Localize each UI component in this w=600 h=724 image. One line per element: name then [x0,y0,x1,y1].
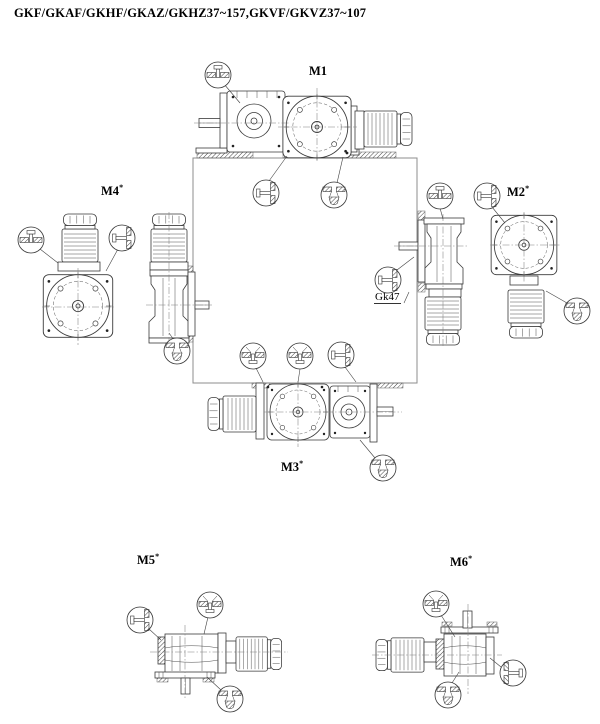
motor-drawing [364,111,412,147]
oil-level-detail-icon [217,686,243,712]
oil-level-detail-icon [370,455,396,481]
label-m1: M1 [309,64,328,78]
m2-assembly-drawing [399,213,557,345]
side-plug-detail-icon [253,180,279,206]
label-m5: M5* [137,552,160,568]
oil-level-detail-icon [164,338,190,364]
oil-level-detail-icon [564,298,590,324]
label-m3: M3* [281,459,304,475]
side-plug-detail-icon [474,183,500,209]
gk47-plug-detail-icon [375,267,401,293]
m1-assembly-drawing [196,91,412,160]
side-plug-detail-icon [328,342,354,368]
label-m2: M2* [507,184,530,200]
m5-assembly-drawing [155,633,282,694]
side-plug-detail-icon [109,225,135,251]
page-title: GKF/GKAF/GKHF/GKAZ/GKHZ37~157,GKVF/GKVZ37~107 [14,6,367,20]
label-m6: M6* [450,554,473,570]
oil-level-detail-icon [435,682,461,708]
motor-drawing [208,396,256,432]
motor-drawing [508,290,544,338]
side-plug-detail-icon [500,660,526,686]
side-plug-detail-icon [127,607,153,633]
drain-plug-detail-icon [287,343,313,369]
label-m4: M4* [101,183,124,199]
motor-drawing [62,214,98,262]
vent-plug-detail-icon [427,183,453,209]
drain-plug-detail-icon [240,343,266,369]
motor-drawing [236,637,282,671]
vent-plug-detail-icon [205,62,231,88]
label-gk47: Gk47 [375,291,400,303]
vent-plug-detail-icon [18,227,44,253]
drain-plug-detail-icon [423,591,449,617]
m6-assembly-drawing [376,611,498,676]
drain-plug-detail-icon [197,592,223,618]
oil-level-detail-icon [321,182,347,208]
